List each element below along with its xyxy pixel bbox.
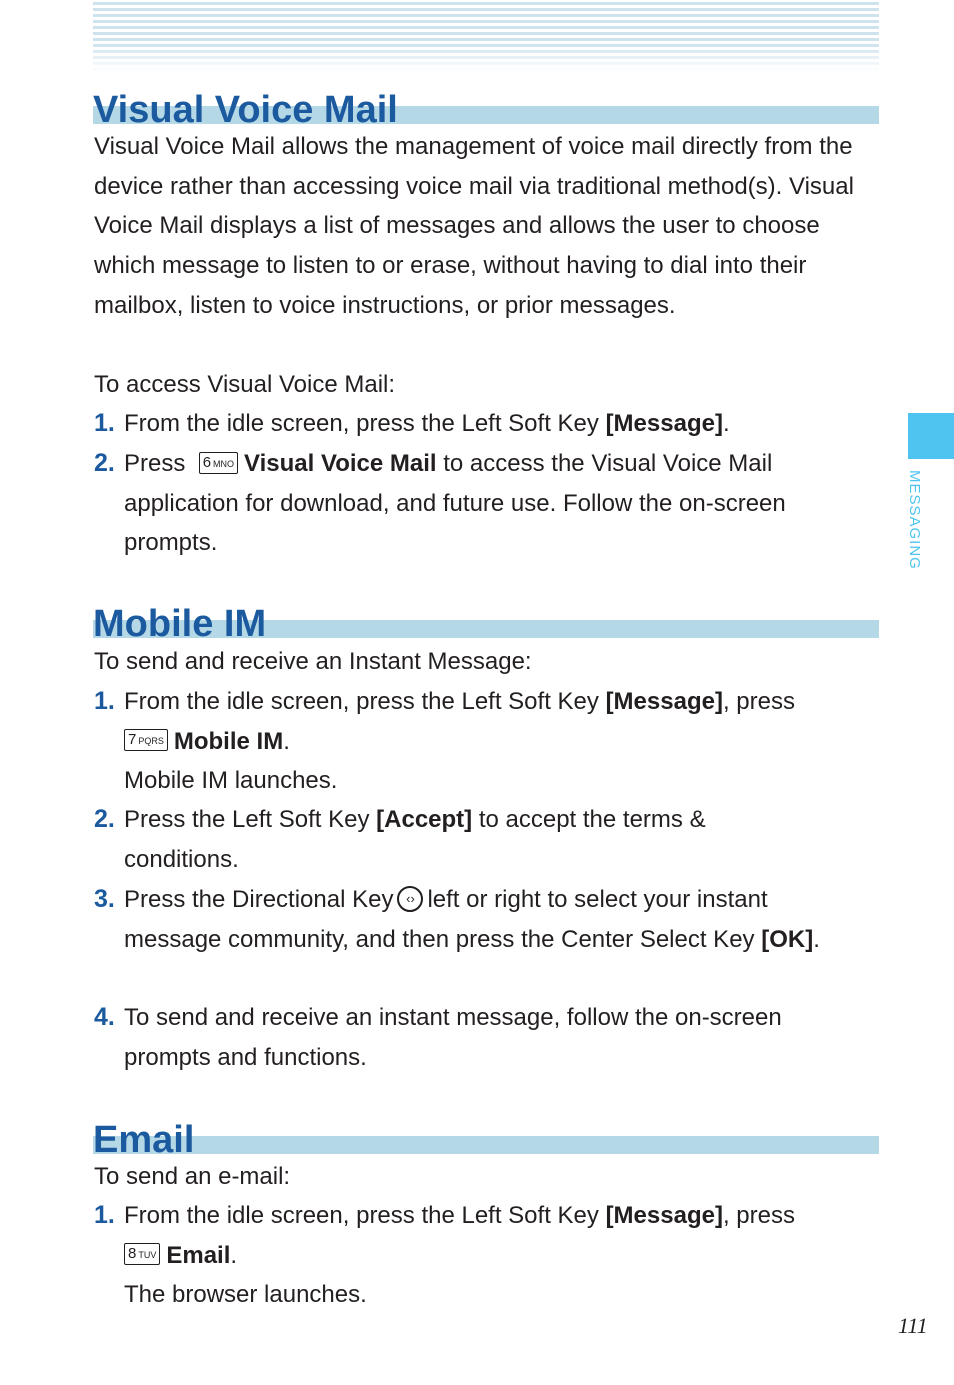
center-key-label: [OK]	[761, 925, 814, 953]
step-text: .	[230, 1241, 238, 1269]
step-note: The browser launches.	[124, 1281, 367, 1309]
step-number: 2.	[94, 449, 115, 477]
key-digit: 6	[202, 453, 212, 471]
step-text: To send and receive an instant message, follow the on-screen prompts and functions.	[124, 1004, 782, 1071]
im-step-1	[94, 682, 884, 801]
soft-key-label: [Message]	[605, 688, 723, 715]
step-text: , press	[722, 688, 795, 715]
menu-item-label: Visual Voice Mail	[244, 450, 437, 477]
im-step-3	[94, 880, 884, 959]
heading-bar	[93, 1136, 879, 1154]
vvm-step-2	[94, 444, 884, 563]
chapter-tab-marker	[908, 413, 954, 459]
step-text: From the idle screen, press the Left Soft Key	[124, 688, 606, 715]
section-header-email	[93, 1110, 879, 1161]
key-7-icon	[124, 729, 168, 751]
vvm-intro: Visual Voice Mail allows the management of voice mail directly from the device rather than accessing voice mail via traditional method(s). Visual Voice Mail displays a list of messages and allows the user to choose which message to listen to or erase, without having to dial into their mailbox, listen to voice instructions, or prior messages.	[94, 133, 854, 319]
section-header-visual-voice-mail	[93, 80, 879, 131]
step-note: Mobile IM launches.	[124, 767, 338, 795]
key-digit: 7	[128, 731, 137, 749]
step-text: , press	[722, 1202, 795, 1229]
section-title: Visual Voice Mail	[93, 89, 398, 131]
step-text: to accept the terms & conditions.	[124, 806, 706, 873]
key-8-icon	[124, 1243, 160, 1265]
step-number: 1.	[94, 409, 115, 437]
soft-key-label: [Message]	[605, 410, 723, 437]
step-text: left or right to select your instant message community, and then press the Center Select Key	[124, 886, 768, 953]
im-lead: To send and receive an Instant Message:	[94, 648, 532, 675]
im-step-2	[94, 800, 884, 879]
step-number: 1.	[94, 1201, 115, 1229]
menu-item-label: Email	[166, 1241, 231, 1269]
step-text: Press	[124, 450, 186, 477]
step-text: .	[283, 727, 290, 755]
key-digit: 8	[128, 1245, 137, 1263]
email-step-1	[94, 1196, 884, 1315]
step-number: 2.	[94, 805, 115, 833]
header-stripes	[93, 2, 879, 72]
step-text: Press the Directional Key	[124, 886, 394, 913]
key-letters: TUV	[138, 1250, 157, 1261]
key-letters: MNO	[213, 458, 235, 469]
email-lead: To send an e-mail:	[94, 1163, 291, 1190]
step-text: .	[722, 410, 730, 437]
soft-key-label: [Accept]	[376, 806, 473, 833]
step-text: to access the Visual Voice Mail application for download, and future use. Follow the on-screen prompts.	[124, 450, 786, 557]
step-text: From the idle screen, press the Left Soft Key	[124, 410, 606, 437]
section-title: Mobile IM	[93, 603, 267, 645]
step-text: Press the Left Soft Key	[124, 806, 377, 833]
menu-item-label: Mobile IM	[173, 727, 284, 755]
vvm-lead: To access Visual Voice Mail:	[94, 371, 396, 398]
key-letters: PQRS	[138, 736, 164, 747]
directional-key-icon: ‹›	[397, 886, 423, 912]
step-number: 1.	[94, 687, 115, 715]
step-text: From the idle screen, press the Left Soft Key	[124, 1202, 606, 1229]
vvm-step-1	[94, 404, 884, 444]
key-6-icon	[199, 452, 238, 474]
step-number: 3.	[94, 885, 115, 913]
chapter-tab-label: MESSAGING	[906, 470, 923, 570]
section-header-mobile-im	[93, 594, 879, 645]
step-number: 4.	[94, 1003, 115, 1031]
soft-key-label: [Message]	[605, 1202, 723, 1229]
step-text: .	[813, 925, 820, 953]
section-title: Email	[93, 1119, 195, 1161]
im-step-4	[94, 998, 884, 1077]
page-number: 111	[898, 1313, 928, 1338]
